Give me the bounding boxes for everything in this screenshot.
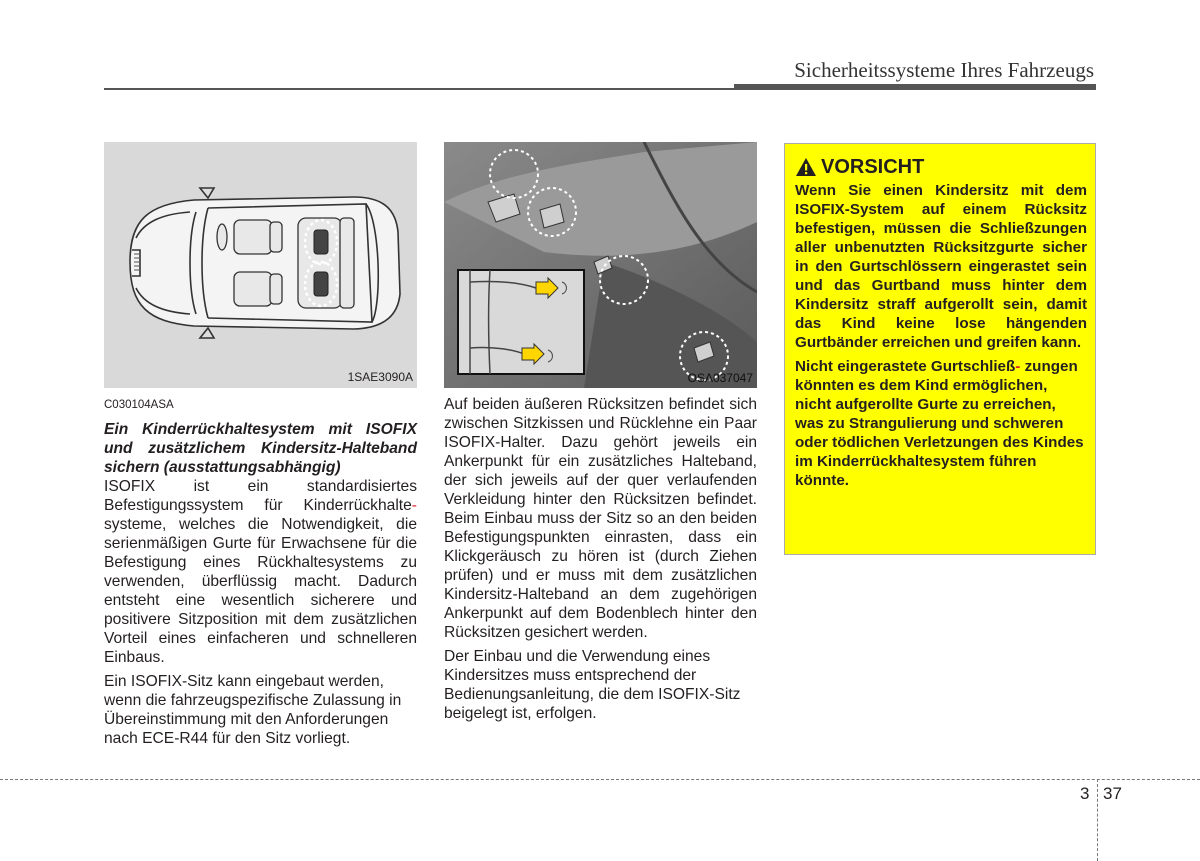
section-heading: Ein Kinderrückhaltesystem mit ISOFIX und zusätzlichem Kindersitz-Halteband sichern (ausstattungsabhängig) <box>104 421 417 476</box>
figure-rear-seat-anchors <box>444 142 757 388</box>
header-rule-accent <box>734 84 1096 90</box>
warning-text: zungen könnten es dem Kind ermöglichen, nicht aufgerollte Gurte zu erreichen, was zu Strangulierung und schweren oder tödlichen Verletzungen des Kindes im Kinderrückhaltesystem führen könnte. <box>795 358 1084 489</box>
warning-body <box>795 181 1087 490</box>
warning-paragraph: Wenn Sie einen Kindersitz mit dem ISOFIX-System auf einem Rücksitz befestigen, müssen die Schließzungen aller unbenutzten Rücksitzgurte sicher in den Gurtschlössern eingerastet sein und das Gurtband muss hinter dem Kindersitz straff aufgerollt sein, damit das Kind keine lose hängenden Gurtbänder erreichen und greifen kann. <box>795 182 1087 351</box>
figure-code: 1SAE3090A <box>347 370 413 384</box>
middle-column <box>444 395 757 723</box>
paragraph <box>104 477 417 667</box>
section-code: C030104ASA <box>104 399 174 411</box>
rear-seat-illustration <box>444 142 757 388</box>
warning-text: Nicht eingerastete Gurtschließ <box>795 358 1016 375</box>
paragraph-text: systeme, welches die Notwendigkeit, die serienmäßigen Gurte für Erwachsene für die Befestigung eines Rückhaltesystems zu verwenden, überflüssig macht. Dadurch entsteht eine wesentlich sicherere und positivere Sitzposition mit dem zusätzlichen Vorteil eines einfacheren und schnelleren Einbaus. <box>104 516 417 666</box>
figure-code: OSA037047 <box>687 371 753 385</box>
page-number: 37 <box>1103 784 1122 803</box>
car-top-view-illustration <box>104 142 417 388</box>
left-column <box>104 396 417 748</box>
hyphen-mark: - <box>1015 358 1021 375</box>
footer-rule <box>0 779 1200 780</box>
paragraph-text: ISOFIX ist ein standardisiertes Befestigungssystem für Kinderrückhalte <box>104 478 417 514</box>
warning-title: VORSICHT <box>821 156 925 178</box>
hyphen-mark: - <box>411 497 417 514</box>
paragraph: Auf beiden äußeren Rücksitzen befindet sich zwischen Sitzkissen und Rücklehne ein Paar ISOFIX-Halter. Dazu gehört jeweils ein Ankerpunkt für ein zusätzliches Halteband, der sich jeweils auf der quer verlaufenden Verkleidung hinter den Rücksitzen befindet. Beim Einbau muss der Sitz so an den beiden Befestigungspunkten einrasten, dass ein Klickgeräusch zu hören ist (durch Ziehen prüfen) und er muss mit dem zusätzlichen Kindersitz-Halteband an dem zugehörigen Ankerpunkt auf dem Bodenblech hinter den Rücksitzen gesichert werden. <box>444 396 757 641</box>
paragraph: Der Einbau und die Verwendung eines Kindersitzes muss entsprechend der Bedienungsanleitung, die dem ISOFIX-Sitz beigelegt ist, erfolgen. <box>444 648 741 722</box>
figure-car-top-view <box>104 142 417 388</box>
warning-triangle-icon <box>795 157 817 177</box>
footer-divider <box>1097 779 1098 861</box>
warning-box <box>784 143 1096 555</box>
warning-paragraph <box>795 357 1087 490</box>
chapter-number: 3 <box>1080 784 1090 803</box>
paragraph: Ein ISOFIX-Sitz kann eingebaut werden, wenn die fahrzeugspezifische Zulassung in Übereinstimmung mit den Anforderungen nach ECE-R44 für den Sitz vorliegt. <box>104 673 402 747</box>
page-header-title: Sicherheitssysteme Ihres Fahrzeugs <box>794 58 1094 82</box>
